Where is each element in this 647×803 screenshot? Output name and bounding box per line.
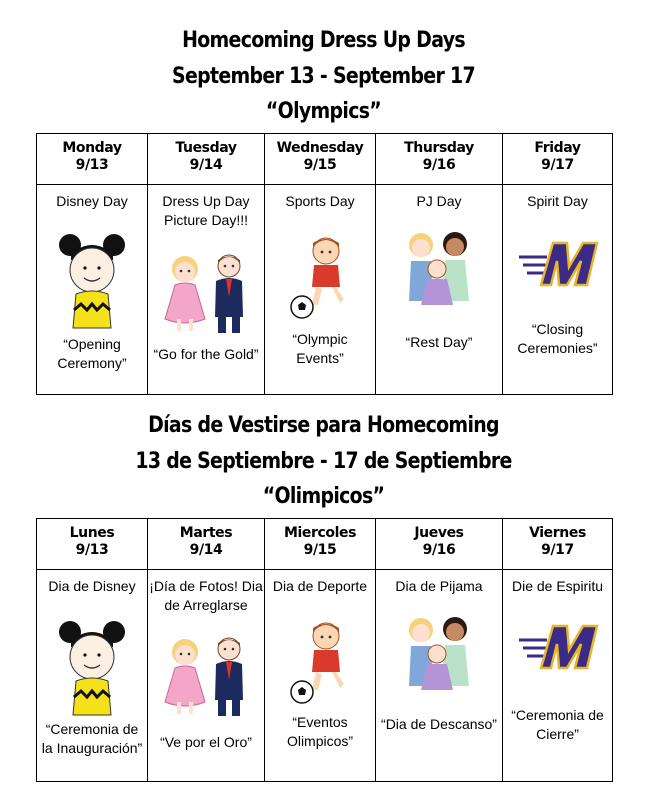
charlie-brown-mouse-ears-icon <box>59 619 125 722</box>
date-label: 9/17 <box>541 157 574 173</box>
title-line-1: Días de Vestirse para Homecoming <box>148 413 499 438</box>
theme-text: “Rest Day” <box>405 334 473 350</box>
day-cell <box>148 185 264 394</box>
theme-text: “Olympic Events” <box>292 331 348 366</box>
day-label: Martes <box>179 525 233 541</box>
day-label: Monday <box>62 140 122 156</box>
header-cell <box>376 134 503 185</box>
header-cell <box>503 519 613 570</box>
dressed-up-kids-icon <box>161 636 253 725</box>
day-cell <box>265 570 375 781</box>
pajama-kids-icon <box>399 616 479 697</box>
charlie-brown-mouse-ears-icon <box>59 232 125 335</box>
day-name: Dress Up Day Picture Day!!! <box>162 193 250 228</box>
theme-text: “Opening Ceremony” <box>57 336 127 371</box>
day-name: PJ Day <box>416 193 462 209</box>
theme-text: “Eventos Olimpicos” <box>286 714 354 749</box>
day-cell <box>503 570 612 781</box>
title-line-3: “Olympics” <box>265 99 382 124</box>
day-label: Tuesday <box>175 140 237 156</box>
dressed-up-kids-icon <box>161 253 253 342</box>
day-cell <box>148 570 264 781</box>
theme-text: “Dia de Descanso” <box>381 716 497 732</box>
day-label: Thursday <box>404 140 474 156</box>
date-label: 9/16 <box>422 542 456 558</box>
day-cell <box>265 185 375 394</box>
date-label: 9/16 <box>422 157 456 173</box>
day-label: Lunes <box>69 525 115 541</box>
day-label: Wednesday <box>276 140 364 156</box>
day-name: Spirit Day <box>527 193 588 209</box>
header-cell <box>503 134 613 185</box>
header-cell <box>37 519 148 570</box>
title-line-2: September 13 - September 17 <box>172 64 475 89</box>
day-cell <box>37 570 147 781</box>
school-m-logo-icon <box>517 620 599 679</box>
day-name: Sports Day <box>285 193 355 209</box>
english-schedule-table <box>36 133 613 395</box>
date-label: 9/15 <box>303 542 337 558</box>
soccer-kid-icon <box>288 620 352 711</box>
school-m-logo-icon <box>517 237 599 296</box>
header-cell <box>37 134 148 185</box>
day-name: ¡Día de Fotos! Dia de Arreglarse <box>149 578 263 613</box>
day-cell <box>376 185 502 394</box>
title-line-3: “Olimpicos” <box>262 484 385 509</box>
theme-text: “Go for the Gold” <box>153 346 259 362</box>
day-label: Miercoles <box>283 525 357 541</box>
theme-text: “Ve por el Oro” <box>160 734 252 750</box>
day-name: Die de Espiritu <box>511 578 604 594</box>
day-name: Dia de Pijama <box>395 578 483 594</box>
header-cell <box>265 519 376 570</box>
header-cell <box>148 519 265 570</box>
date-label: 9/15 <box>303 157 337 173</box>
title-line-1: Homecoming Dress Up Days <box>182 28 465 53</box>
date-label: 9/14 <box>189 157 223 173</box>
header-cell <box>148 134 265 185</box>
pajama-kids-icon <box>399 231 479 312</box>
day-label: Viernes <box>529 525 586 541</box>
date-label: 9/17 <box>541 542 574 558</box>
day-label: Jueves <box>414 525 464 541</box>
theme-text: “Closing Ceremonies” <box>517 321 598 356</box>
theme-text: “Ceremonia de Cierre” <box>511 707 604 742</box>
header-cell <box>265 134 376 185</box>
date-label: 9/14 <box>189 542 223 558</box>
day-name: Dia de Disney <box>48 578 136 594</box>
day-cell <box>37 185 147 394</box>
day-name: Dia de Deporte <box>272 578 368 594</box>
theme-text: “Ceremonia de la Inauguración” <box>41 721 143 756</box>
day-cell <box>503 185 612 394</box>
day-name: Disney Day <box>56 193 128 209</box>
spanish-schedule-table <box>36 518 613 782</box>
day-label: Friday <box>534 140 581 156</box>
date-label: 9/13 <box>75 157 109 173</box>
title-line-2: 13 de Septiembre - 17 de Septiembre <box>135 449 512 474</box>
header-cell <box>376 519 503 570</box>
day-cell <box>376 570 502 781</box>
soccer-kid-icon <box>288 235 352 326</box>
date-label: 9/13 <box>75 542 109 558</box>
